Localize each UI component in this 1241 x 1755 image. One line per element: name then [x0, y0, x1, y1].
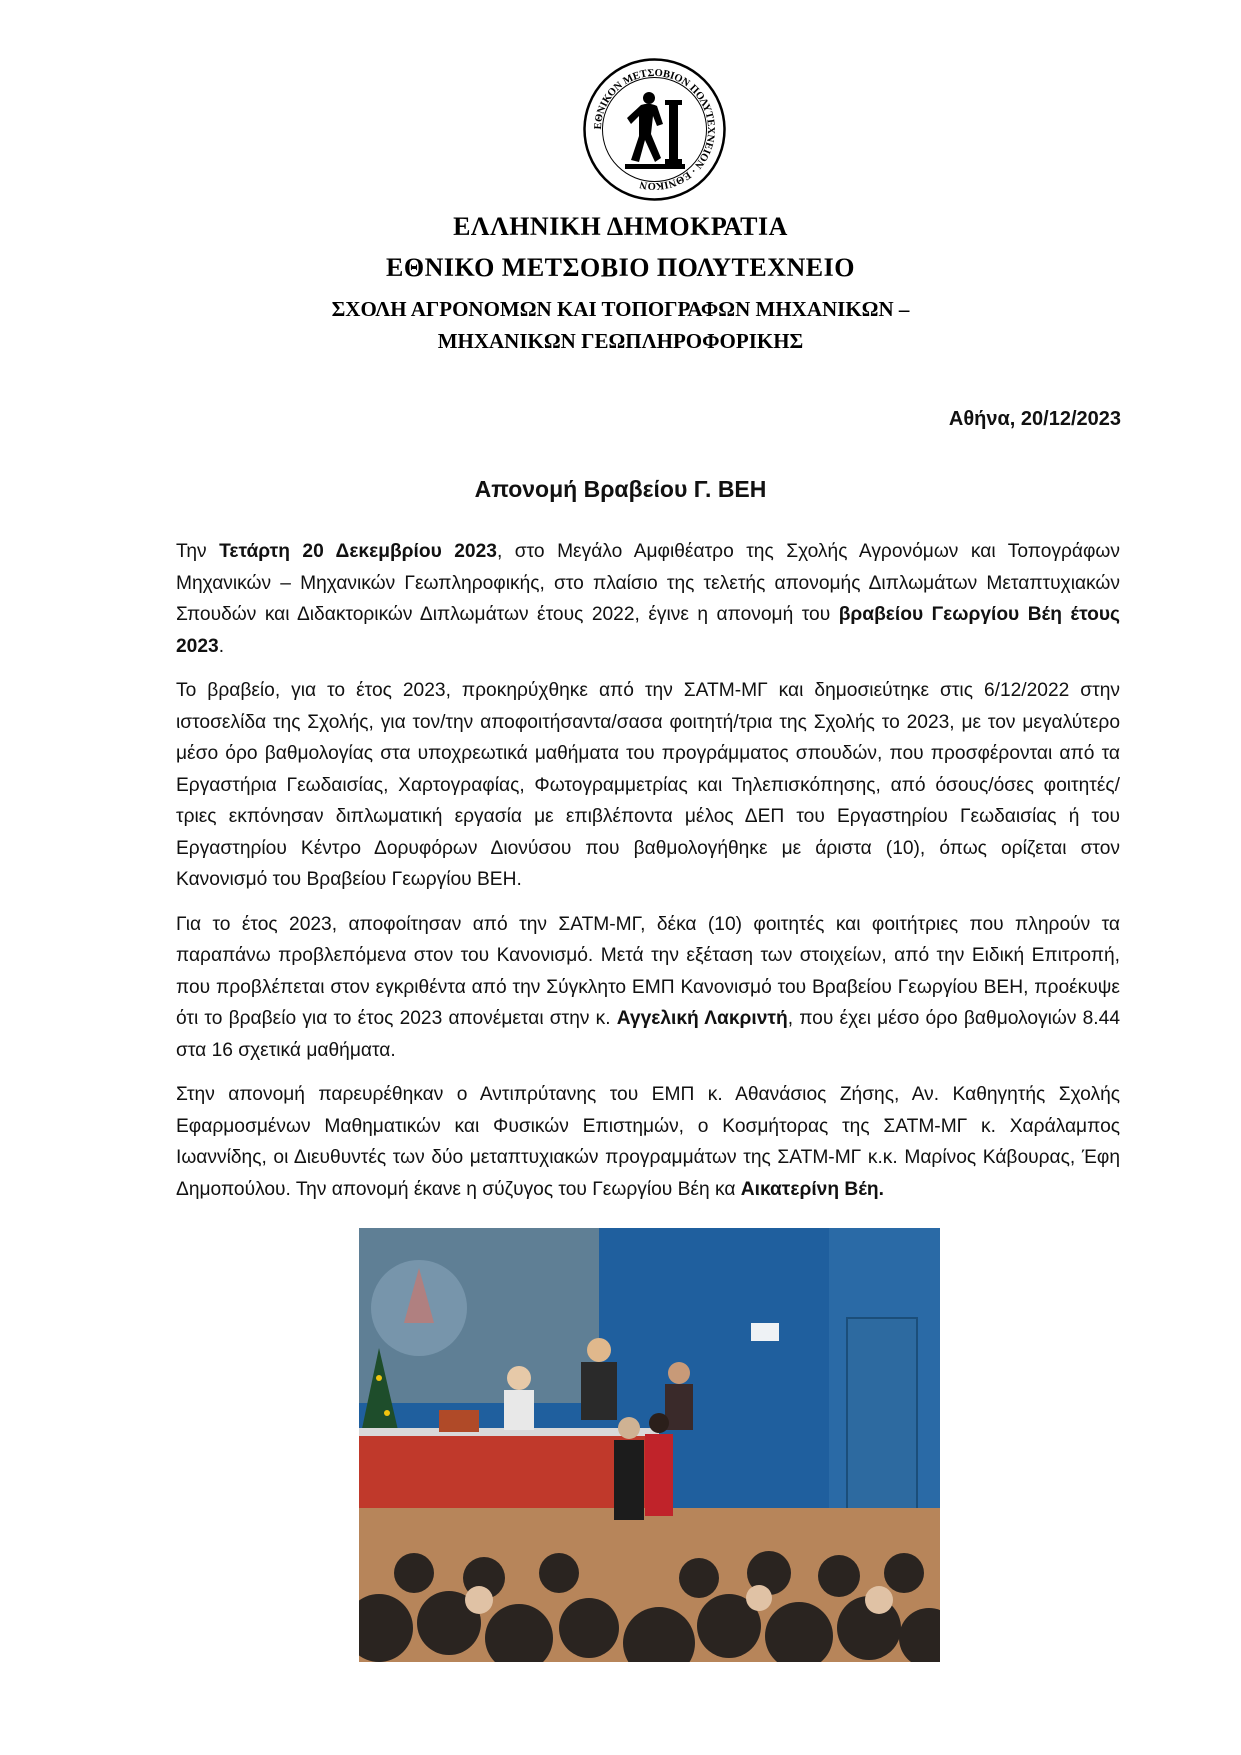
svg-text:ΕΘΝΙΚΟΝ ΜΕΤΣΟΒΙΟΝ ΠΟΛΥΤΕΧΝΕΙΟΝ: ΕΘΝΙΚΟΝ ΜΕΤΣΟΒΙΟΝ ΠΟΛΥΤΕΧΝΕΙΟΝ · ΕΘΝΙΚΟΝ: [592, 67, 717, 192]
header-school: [0, 293, 1241, 357]
header-school-line1: ΣΧΟΛΗ ΑΓΡΟΝΟΜΩΝ ΚΑΙ ΤΟΠΟΓΡΑΦΩΝ ΜΗΧΑΝΙΚΩΝ –: [331, 297, 910, 321]
paragraph-4: Στην απονομή παρευρέθηκαν ο Αντιπρύτανης του ΕΜΠ κ. Αθανάσιος Ζήσης, Αν. Καθηγητής Σχολής Εφαρμοσμένων Μαθηματικών και Φυσικών Επιστημών, ο Κοσμήτορας της ΣΑΤΜ-ΜΓ κ. Χαράλαμπος Ιωαννίδης, οι Διευθυντές των δύο μεταπτυχιακών προγραμμάτων της ΣΑΤΜ-ΜΓ κ.κ. Μαρίνος Κάβουρας, Έφη Δημοπούλου. Την απονομή έκανε η σύζυγος του Γεωργίου Βέη κα Αικατερίνη Βέη.: [176, 1084, 1120, 1200]
header-country: ΕΛΛΗΝΙΚΗ ΔΗΜΟΚΡΑΤΙΑ: [453, 212, 788, 241]
paragraph-1: Την Τετάρτη 20 Δεκεμβρίου 2023, στο Μεγάλο Αμφιθέατρο της Σχολής Αγρονόμων και Τοπογράφων Μηχανικών – Μηχανικών Γεωπληροφικής, στο πλαίσιο της τελετής απονομής Διπλωμάτων Μεταπτυχιακών Σπουδών και Διδακτορικών Διπλωμάτων έτους 2022, έγινε η απονομή του βραβείου Γεωργίου Βέη έτους 2023.: [176, 541, 1121, 657]
paragraph-3: Για το έτος 2023, αποφοίτησαν από την ΣΑΤΜ-ΜΓ, δέκα (10) φοιτητές και φοιτήτριες που πληρούν τα παραπάνω προβλεπόμενα στον του Κανονισμό. Μετά την εξέταση των στοιχείων, από την Ειδική Επιτροπή, που προβλέπεται στον εγκριθέντα από την Σύγκλητο ΕΜΠ Κανονισμό του Βραβείου Γεωργίου ΒΕΗ, προέκυψε ότι το βραβείο για το έτος 2023 απονέμεται στην κ. Αγγελική Λακριντή, που έχει μέσο όρο βαθμολογιών 8.44 στα 16 σχετικά μαθήματα.: [176, 913, 1120, 1061]
paragraph-2: Το βραβείο, για το έτος 2023, προκηρύχθηκε από την ΣΑΤΜ-ΜΓ και δημοσιεύτηκε στις 6/12/2022 στην ιστοσελίδα της Σχολής, για τον/την αποφοιτήσαντα/σασα φοιτητή/τρια της Σχολής το 2023, με τον μεγαλύτερο μέσο όρο βαθμολογίας στα υποχρεωτικά μαθήματα του προγράμματος σπουδών, που προσφέρονται από τα Εργαστήρια Γεωδαισίας, Χαρτογραφίας, Φωτογραμμετρίας και Τηλεπισκόπησης, από όσους/όσες φοιτητές/τριες εκπόνησαν διπλωματική εργασία με επιβλέποντα μέλος ΔΕΠ του Εργαστηρίου Γεωδαισίας ή του Εργαστηρίου Κέντρο Δορυφόρων Διονύσου που βαθμολογήθηκε με άριστα (10), όπως ορίζεται στον Κανονισμό του Βραβείου Γεωργίου ΒΕΗ.: [176, 680, 1120, 890]
award-ceremony-photo: [359, 1228, 940, 1662]
university-seal: [583, 58, 726, 201]
header-university: ΕΘΝΙΚΟ ΜΕΤΣΟΒΙΟ ΠΟΛΥΤΕΧΝΕΙΟ: [386, 253, 855, 282]
document-date: Αθήνα, 20/12/2023: [948, 408, 1121, 430]
header-school-line2: ΜΗΧΑΝΙΚΩΝ ΓΕΩΠΛΗΡΟΦΟΡΙΚΗΣ: [437, 329, 804, 353]
document-body: [176, 536, 1120, 1218]
document-title: Απονομή Βραβείου Γ. ΒΕΗ: [474, 476, 767, 502]
